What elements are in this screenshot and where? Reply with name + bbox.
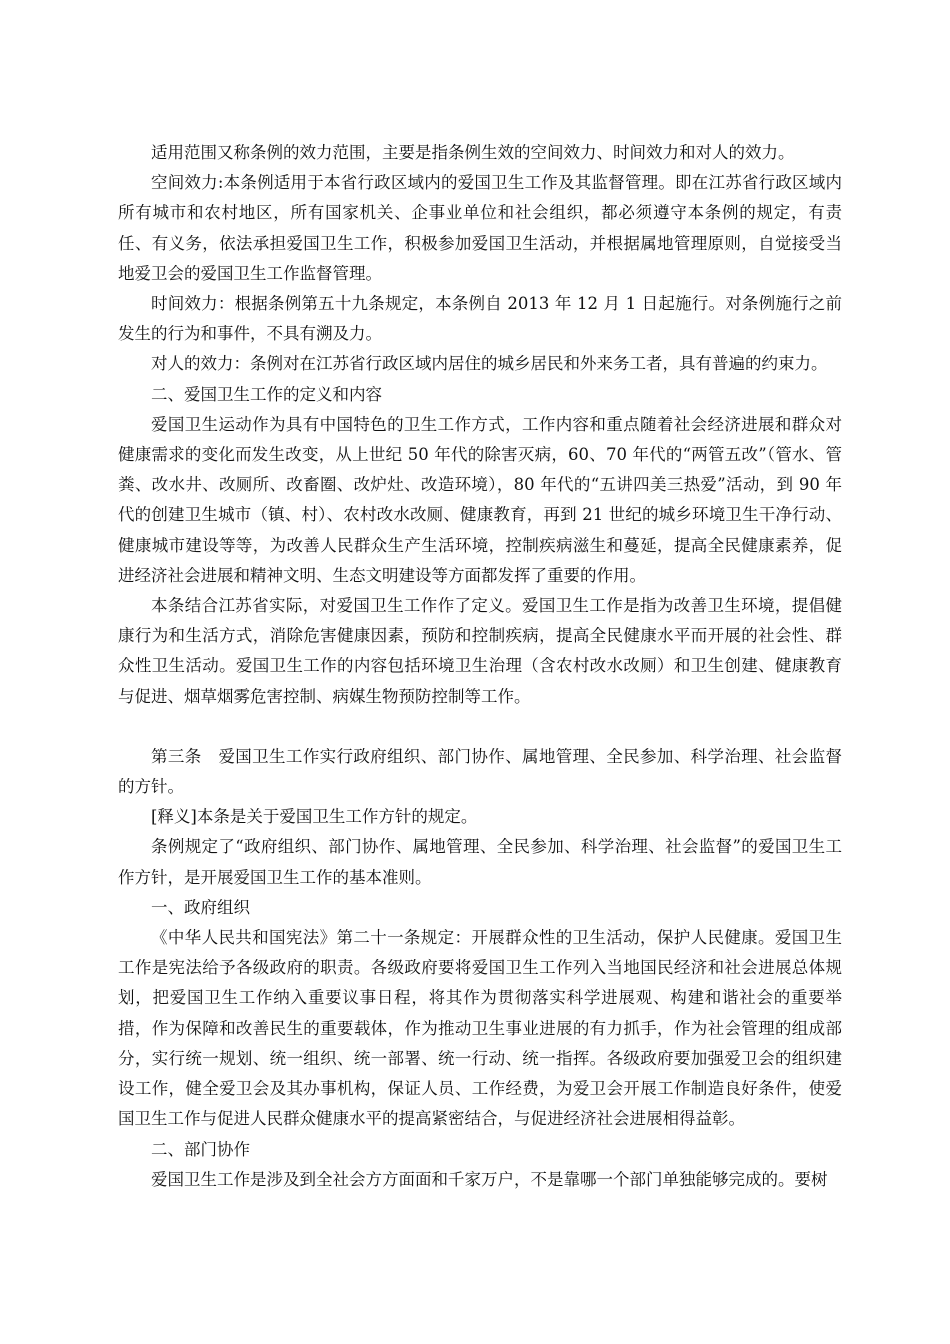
article-three: 第三条 爱国卫生工作实行政府组织、部门协作、属地管理、全民参加、科学治理、社会监督的方针。	[118, 746, 842, 797]
paragraph-scope-intro: 适用范围又称条例的效力范围，主要是指条例生效的空间效力、时间效力和对人的效力。	[151, 143, 795, 162]
paragraph-definition: 本条结合江苏省实际，对爱国卫生工作作了定义。爱国卫生工作是指为改善卫生环境，提倡健康行为和生活方式，消除危害健康因素，预防和控制疾病，提高全民健康水平而开展的社会性、群众性卫生活动。爱国卫生工作的内容包括环境卫生治理（含农村改水改厕）和卫生创建、健康教育与促进、烟草烟雾危害控制、病媒生物预防控制等工作。	[118, 596, 842, 706]
section-heading-cooperation: 二、部门协作	[151, 1139, 250, 1159]
paragraph-temporal-effect: 时间效力：根据条例第五十九条规定，本条例自 2013 年 12 月 1 日起施行。对条例施行之前发生的行为和事件，不具有溯及力。	[118, 294, 842, 344]
paragraph-cooperation: 爱国卫生工作是涉及到全社会方方面面和千家万户，不是靠哪一个部门单独能够完成的。要树	[151, 1169, 828, 1189]
document-body	[118, 138, 842, 1195]
blank-line	[118, 712, 842, 742]
paragraph-spatial-effect: 空间效力:本条例适用于本省行政区域内的爱国卫生工作及其监督管理。即在江苏省行政区域内所有城市和农村地区，所有国家机关、企事业单位和社会组织，都必须遵守本条例的规定，有责任、有义务，依法承担爱国卫生工作，积极参加爱国卫生活动，并根据属地管理原则，自觉接受当地爱卫会的爱国卫生工作监督管理。	[118, 173, 842, 283]
paragraph-interpretation: [释义]本条是关于爱国卫生工作方针的规定。	[151, 807, 478, 827]
paragraph-policy: 条例规定了“政府组织、部门协作、属地管理、全民参加、科学治理、社会监督”的爱国卫生工作方针，是开展爱国卫生工作的基本准则。	[118, 837, 842, 887]
section-heading-government: 一、政府组织	[151, 897, 250, 917]
paragraph-government: 《中华人民共和国宪法》第二十一条规定：开展群众性的卫生活动，保护人民健康。爱国卫生工作是宪法给予各级政府的职责。各级政府要将爱国卫生工作列入当地国民经济和社会进展总体规划，把爱国卫生工作纳入重要议事日程，将其作为贯彻落实科学进展观、构建和谐社会的重要举措，作为保障和改善民生的重要载体，作为推动卫生事业进展的有力抓手，作为社会管理的组成部分，实行统一规划、统一组织、统一部署、统一行动、统一指挥。各级政府要加强爱卫会的组织建设工作，健全爱卫会及其办事机构，保证人员、工作经费，为爱卫会开展工作制造良好条件，使爱国卫生工作与促进人民群众健康水平的提高紧密结合，与促进经济社会进展相得益彰。	[118, 928, 842, 1129]
paragraph-history: 爱国卫生运动作为具有中国特色的卫生工作方式，工作内容和重点随着社会经济进展和群众对健康需求的变化而发生改变，从上世纪 50 年代的除害灭病，60、70 年代的“两管五改”（管水、管粪、改水井、改厕所、改畜圈、改炉灶、改造环境），80 年代的“五讲四美三热爱”活动，到 90 年代的创建卫生城市（镇、村）、农村改水改厕、健康教育，再到 21 世纪的城乡环境卫生干净行动、健康城市建设等等，为改善人民群众生产生活环境，控制疾病滋生和蔓延，提高全民健康素养，促进经济社会进展和精神文明、生态文明建设等方面都发挥了重要的作用。	[118, 414, 842, 585]
section-heading-definition: 二、爱国卫生工作的定义和内容	[151, 384, 382, 404]
paragraph-personal-effect: 对人的效力：条例对在江苏省行政区域内居住的城乡居民和外来务工者，具有普遍的约束力。	[151, 354, 828, 374]
